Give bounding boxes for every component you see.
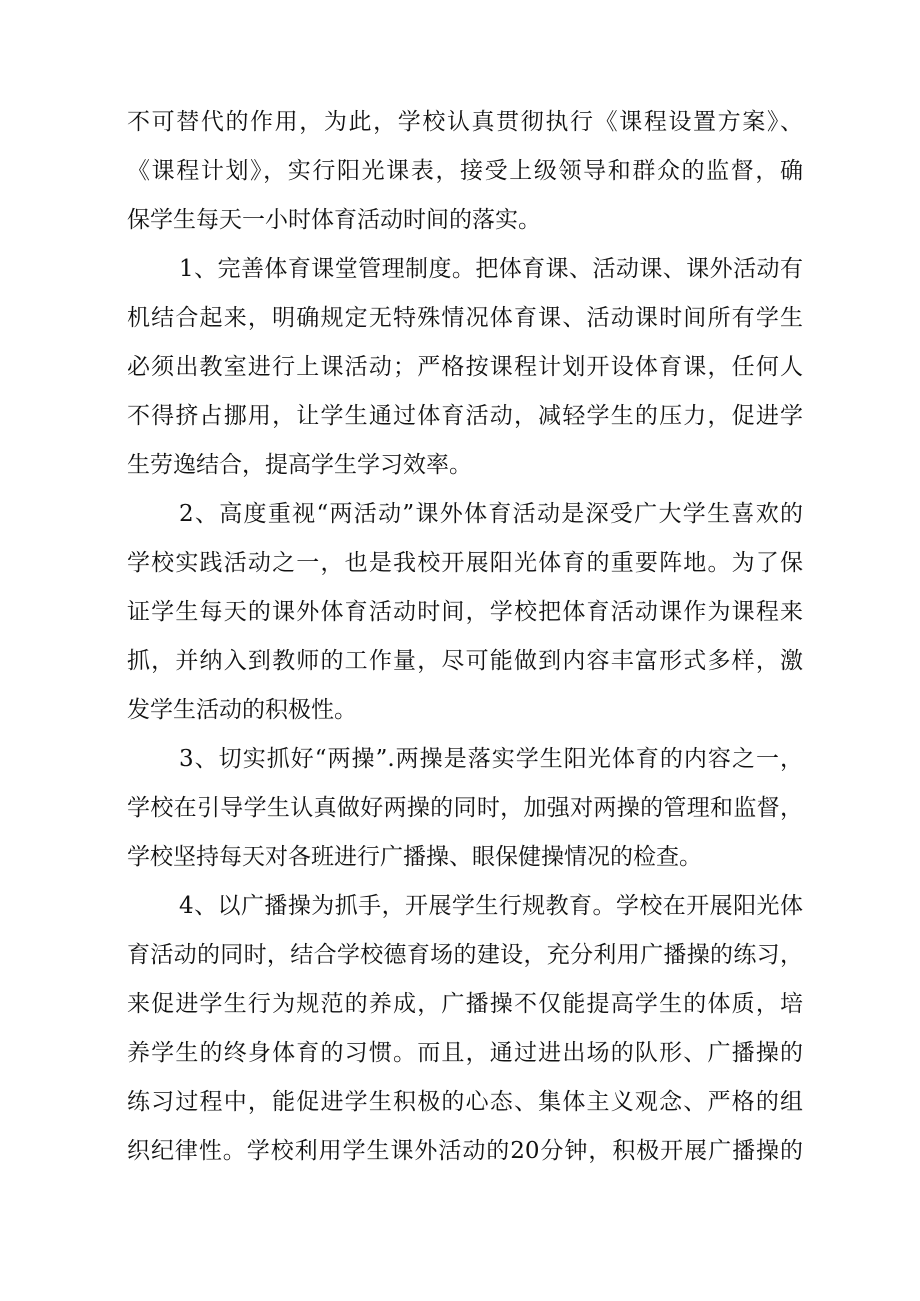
text-line: 证学生每天的课外体育活动时间，学校把体育活动课作为课程来 [127, 599, 803, 625]
text-line: 学校在引导学生认真做好两操的同时，加强对两操的管理和监督， [127, 795, 803, 821]
text-line: 不可替代的作用，为此，学校认真贯彻执行《课程设置方案》、 [127, 109, 803, 135]
text-line: 抓，并纳入到教师的工作量，尽可能做到内容丰富形式多样，激 [127, 648, 803, 674]
text-line: 练习过程中，能促进学生积极的心态、集体主义观念、严格的组 [127, 1089, 803, 1115]
text-line: 学校坚持每天对各班进行广播操、眼保健操情况的检查。 [127, 844, 702, 870]
text-line: 学校实践活动之一，也是我校开展阳光体育的重要阵地。为了保 [127, 550, 803, 576]
text-line: 《课程计划》，实行阳光课表，接受上级领导和群众的监督，确 [127, 158, 803, 184]
text-line: 保学生每天一小时体育活动时间的落实。 [127, 207, 541, 233]
text-line: 生劳逸结合，提高学生学习效率。 [127, 452, 472, 478]
paragraph-first-line: 3、切实抓好“两操”.两操是落实学生阳光体育的内容之一， [179, 746, 803, 772]
paragraph-first-line: 1、完善体育课堂管理制度。把体育课、活动课、课外活动有 [179, 256, 803, 282]
text-line: 来促进学生行为规范的养成，广播操不仅能提高学生的体质，培 [127, 991, 803, 1017]
text-line: 发学生活动的积极性。 [127, 697, 357, 723]
paragraph-first-line: 4、以广播操为抓手，开展学生行规教育。学校在开展阳光体 [179, 893, 803, 919]
paragraph-first-line: 2、高度重视“两活动”课外体育活动是深受广大学生喜欢的 [179, 501, 803, 527]
text-line: 不得挤占挪用，让学生通过体育活动，减轻学生的压力，促进学 [127, 403, 803, 429]
text-line: 织纪律性。学校利用学生课外活动的20分钟，积极开展广播操的 [127, 1138, 803, 1164]
text-line: 必须出教室进行上课活动；严格按课程计划开设体育课，任何人 [127, 354, 803, 380]
document-body [127, 98, 803, 1176]
text-line: 养学生的终身体育的习惯。而且，通过进出场的队形、广播操的 [127, 1040, 803, 1066]
text-line: 育活动的同时，结合学校德育场的建设，充分利用广播操的练习， [127, 942, 803, 968]
text-line: 机结合起来，明确规定无特殊情况体育课、活动课时间所有学生 [127, 305, 803, 331]
